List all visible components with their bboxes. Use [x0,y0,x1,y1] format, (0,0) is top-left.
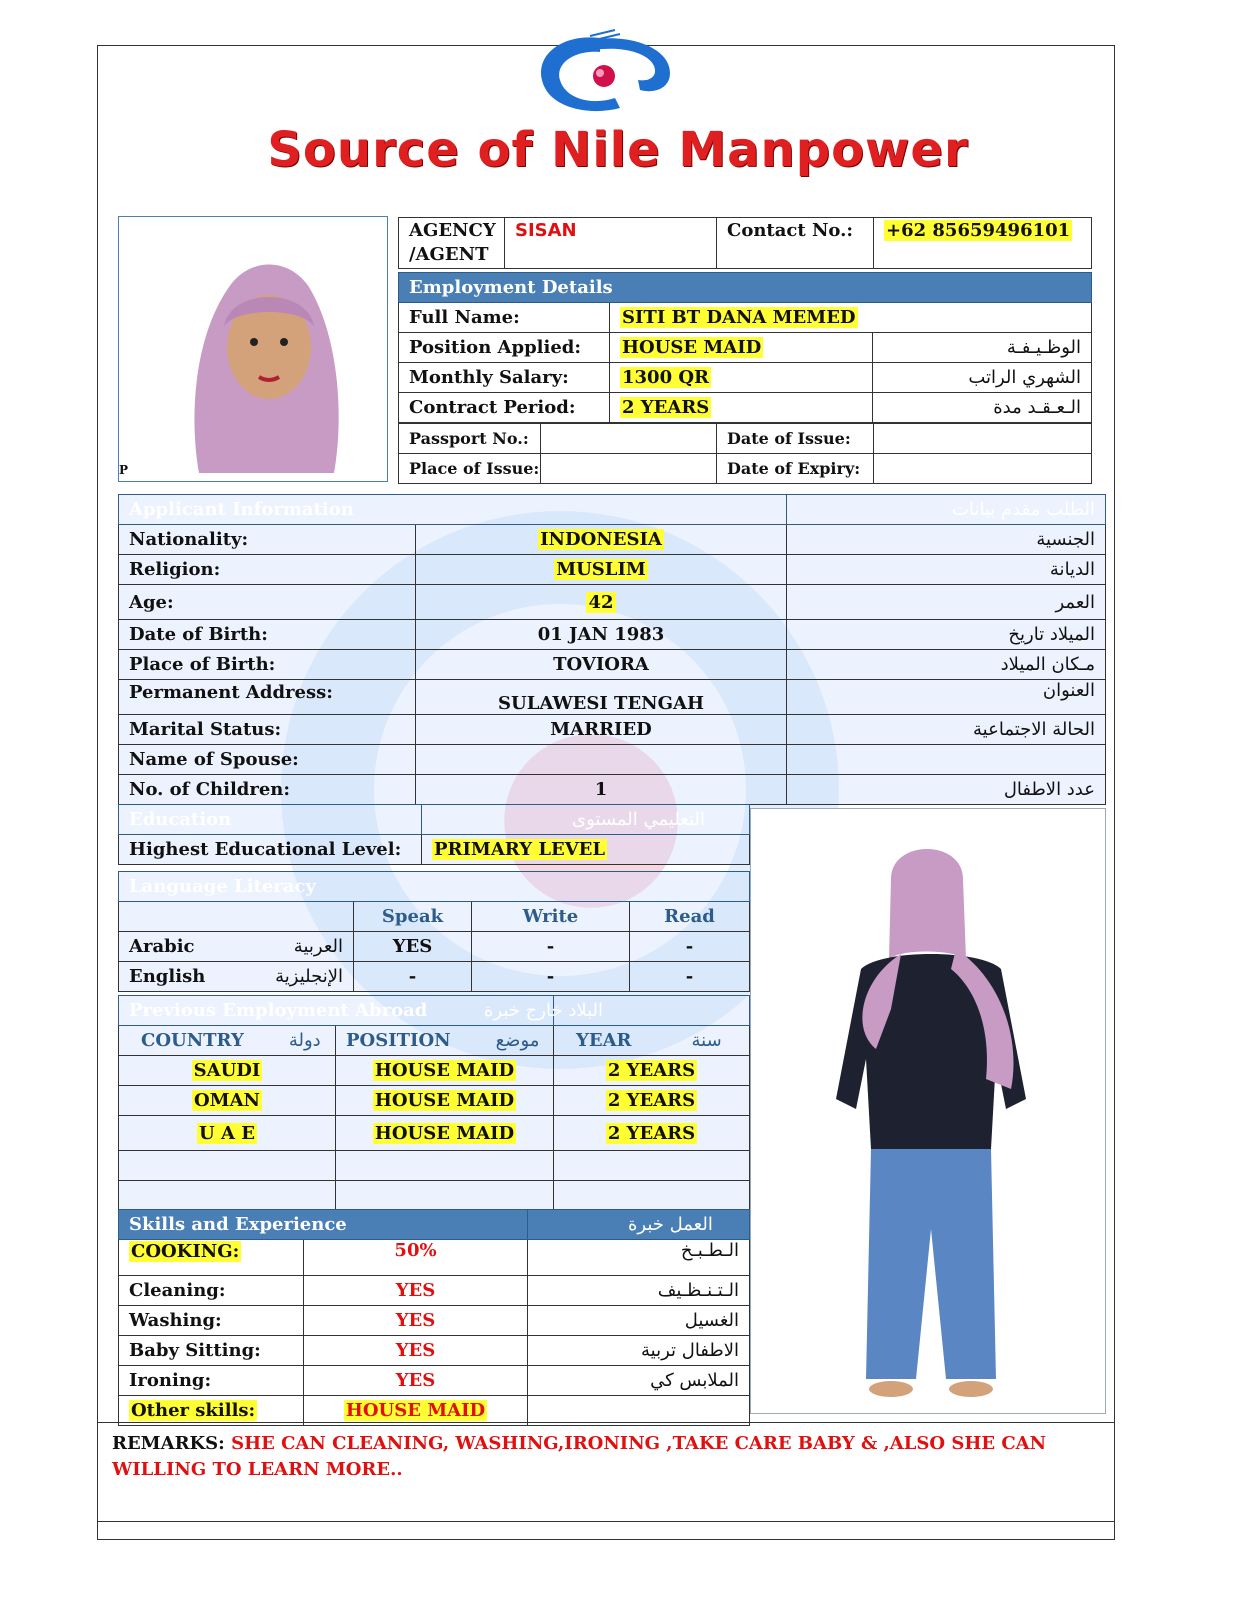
skills-title-ar: العمل خبرة [528,1210,750,1240]
year-header-en: YEAR [576,1030,632,1051]
agency-label-line1: AGENCY [409,220,496,241]
country-cell [119,1086,336,1116]
year-header [554,1026,750,1056]
table-row [399,393,1092,423]
skill-arabic: الاطفال تربية [528,1336,750,1366]
swirl-logo-icon [520,28,680,118]
table-row [119,555,1106,585]
full-body-image-icon [751,809,1107,1415]
skill-value: YES [304,1276,528,1306]
skill-value [304,1396,528,1426]
applicant-table [118,494,1106,805]
speak-header: Speak [354,902,472,932]
table-row [119,1116,750,1151]
row-label: Position Applied: [399,333,610,363]
education-title-ar: التعليمي المستوى [422,805,750,835]
education-title: Education [119,805,422,835]
education-value [422,835,750,865]
position-value: HOUSE MAID [622,337,762,358]
year-value: 2 YEARS [607,1060,696,1081]
company-name: Source of Nile Manpower [267,122,969,178]
applicant-portrait [118,216,388,482]
row-arabic: الديانة [787,555,1106,585]
language-name [119,932,354,962]
agency-value: SISAN [505,218,717,269]
table-row [119,715,1106,745]
previous-title-en: Previous Employment Abroad [129,1000,428,1021]
write-value: - [472,932,630,962]
table-row [119,650,1106,680]
table-row [119,1396,750,1426]
applicant-title-ar: الطلب مقدم بيانات [787,495,1106,525]
education-label: Highest Educational Level: [119,835,422,865]
religion-value: MUSLIM [556,559,646,580]
empty-cell [119,1151,336,1181]
table-row [119,1240,750,1276]
write-header: Write [472,902,630,932]
skill-arabic: الملابس كي [528,1366,750,1396]
country-header-ar: دولة [288,1030,321,1051]
employment-title: Employment Details [399,273,1092,303]
row-label: Nationality: [119,525,416,555]
read-value: - [630,962,750,992]
agency-table [398,217,1092,269]
position-cell [336,1116,554,1151]
place-issue-label: Place of Issue: [399,454,541,484]
empty-cell [119,1181,336,1211]
agency-label-line2: /AGENT [409,244,489,265]
place-issue-value [541,454,717,484]
row-arabic: الـعـقـد مدة [873,393,1092,423]
skill-label: Ironing: [119,1366,304,1396]
table-row [119,1276,750,1306]
table-row [119,620,1106,650]
applicant-full-body-photo [750,808,1106,1414]
table-row [399,333,1092,363]
table-row [119,1336,750,1366]
position-header-ar: موضع [495,1030,540,1051]
language-title: Language Literacy [119,872,750,902]
remarks-box [97,1422,1115,1522]
previous-title-ar: البلاد خارج خبرة [484,1000,603,1021]
row-value [610,363,873,393]
skill-label: Baby Sitting: [119,1336,304,1366]
language-en: English [129,966,206,987]
row-arabic: عدد الاطفال [787,775,1106,805]
empty-cell [336,1181,554,1211]
row-value [610,393,873,423]
table-row [399,303,1092,333]
position-cell [336,1086,554,1116]
dob-value: 01 JAN 1983 [416,620,787,650]
skill-value: YES [304,1366,528,1396]
address-value: SULAWESI TENGAH [416,680,787,715]
skills-title: Skills and Experience [119,1210,528,1240]
language-ar: الإنجليزية [275,966,343,987]
row-value [416,525,787,555]
skill-arabic: الـطـبـخ [528,1240,750,1276]
age-value: 42 [588,591,614,613]
position-header [336,1026,554,1056]
write-value: - [472,962,630,992]
education-value-text: PRIMARY LEVEL [434,839,606,860]
country-header-en: COUNTRY [141,1030,244,1051]
position-value: HOUSE MAID [374,1060,515,1081]
row-arabic: مـكان الميلاد [787,650,1106,680]
cooking-label: COOKING: [131,1241,240,1262]
row-arabic: العمر [787,585,1106,620]
salary-value: 1300 QR [622,367,710,388]
table-row [119,585,1106,620]
speak-value: YES [354,932,472,962]
applicant-title: Applicant Information [119,495,787,525]
table-row [119,1056,750,1086]
read-value: - [630,932,750,962]
passport-no-value [541,424,717,454]
issue-date-label: Date of Issue: [717,424,874,454]
passport-no-label: Passport No.: [399,424,541,454]
row-label: Contract Period: [399,393,610,423]
pob-value: TOVIORA [416,650,787,680]
table-row [119,775,1106,805]
nationality-value: INDONESIA [540,529,662,550]
row-value [610,333,873,363]
row-label: Place of Birth: [119,650,416,680]
language-header-empty [119,902,354,932]
contract-value: 2 YEARS [622,397,710,418]
row-label: Permanent Address: [119,680,416,715]
year-value: 2 YEARS [607,1122,696,1144]
row-arabic [787,745,1106,775]
expiry-label: Date of Expiry: [717,454,874,484]
employment-table [398,272,1092,423]
table-row [119,1151,750,1181]
table-row [119,1306,750,1336]
children-value: 1 [416,775,787,805]
empty-cell [554,1181,750,1211]
row-value [610,303,1092,333]
country-header [119,1026,336,1056]
previous-employment-table [118,995,750,1211]
row-label: Name of Spouse: [119,745,416,775]
skill-arabic [528,1396,750,1426]
language-name [119,962,354,992]
contact-value [874,218,1092,269]
remarks-text: SHE CAN CLEANING, WASHING,IRONING ,TAKE CARE BABY & ,ALSO SHE CAN WILLING TO LEARN MORE.. [112,1433,1047,1480]
skill-value: 50% [304,1240,528,1276]
contact-label: Contact No.: [717,218,874,269]
table-row [119,1086,750,1116]
position-header-en: POSITION [346,1030,451,1051]
language-ar: العربية [293,936,343,957]
row-label: Date of Birth: [119,620,416,650]
row-label: Religion: [119,555,416,585]
read-header: Read [630,902,750,932]
row-arabic: الجنسية [787,525,1106,555]
issue-date-value [874,424,1092,454]
education-table [118,804,750,865]
country-value: SAUDI [193,1060,261,1081]
table-row [119,962,750,992]
row-value [416,555,787,585]
portrait-image-icon [119,217,389,483]
marital-value: MARRIED [416,715,787,745]
table-row [119,1181,750,1211]
other-skills-value: HOUSE MAID [345,1400,486,1421]
year-cell [554,1086,750,1116]
remarks-label: REMARKS: [112,1433,225,1454]
row-label: No. of Children: [119,775,416,805]
year-cell [554,1116,750,1151]
skills-table [118,1209,750,1426]
skill-label [119,1396,304,1426]
skill-label: Washing: [119,1306,304,1336]
skill-label: Cleaning: [119,1276,304,1306]
skill-arabic: الغسيل [528,1306,750,1336]
previous-title [119,996,603,1026]
row-arabic: الوظـيـفـة [873,333,1092,363]
position-value: HOUSE MAID [374,1090,515,1111]
row-label: Age: [119,585,416,620]
row-label: Full Name: [399,303,610,333]
full-name-value: SITI BT DANA MEMED [622,307,856,328]
skill-arabic: الـتـنـظـيف [528,1276,750,1306]
row-arabic: العنوان [787,680,1106,715]
country-value: U A E [199,1122,255,1144]
year-header-ar: سنة [691,1030,722,1051]
table-row [119,1366,750,1396]
skill-value: YES [304,1306,528,1336]
row-label: Marital Status: [119,715,416,745]
table-row [399,363,1092,393]
table-row [119,680,1106,715]
row-label: Monthly Salary: [399,363,610,393]
year-cell [554,1056,750,1086]
other-skills-label: Other skills: [131,1400,256,1421]
country-value: OMAN [193,1090,261,1111]
country-cell [119,1116,336,1151]
skill-value: YES [304,1336,528,1366]
row-arabic: الميلاد تاريخ [787,620,1106,650]
row-arabic: الشهري الراتب [873,363,1092,393]
contact-value-text: +62 85659496101 [886,220,1071,241]
agency-label [399,218,505,269]
language-table [118,871,750,992]
skill-label [119,1240,304,1276]
row-value [416,585,787,620]
empty-cell [336,1151,554,1181]
empty-cell [554,1151,750,1181]
spouse-value [416,745,787,775]
country-cell [119,1056,336,1086]
position-value: HOUSE MAID [374,1122,515,1144]
year-value: 2 YEARS [607,1090,696,1111]
table-row [119,525,1106,555]
photo-mark: P [119,463,129,477]
language-en: Arabic [129,936,195,957]
table-row [119,745,1106,775]
row-arabic: الحالة الاجتماعية [787,715,1106,745]
position-cell [336,1056,554,1086]
speak-value: - [354,962,472,992]
passport-table [398,423,1092,484]
expiry-value [874,454,1092,484]
table-row [119,932,750,962]
